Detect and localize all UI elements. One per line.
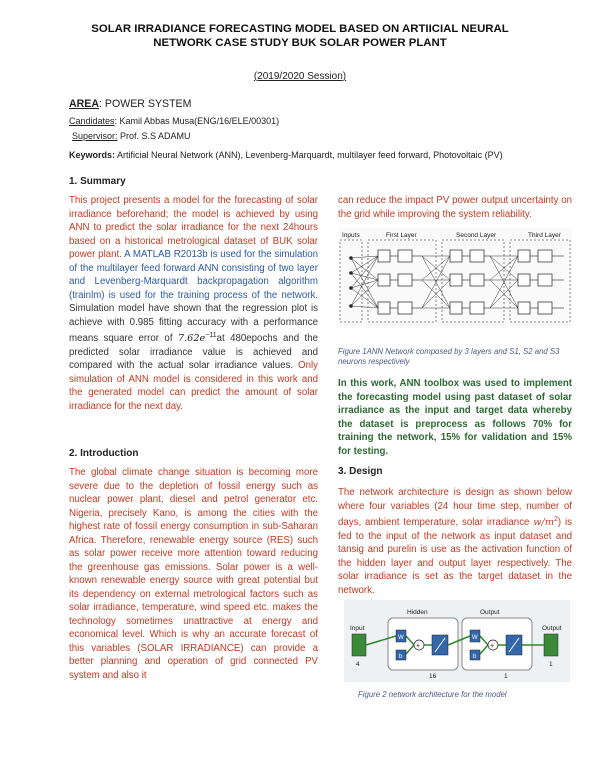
candidates [69,116,279,126]
summary-red-text: This project presents a model for the forecasting of solar irradiance beforehand; the model is achieved by using ANN to predict the solar irradiance for the next 24hours based on a historical metrological dataset of BUK solar power plant. [69,195,318,260]
ann-3-layer-diagram [338,228,572,328]
continued-paragraph: can reduce the impact PV power output uncertainty on the grid while improving the system reliability. [338,195,572,220]
design-heading: 3. Design [338,466,383,477]
fig2-weight-output: W [472,635,478,641]
mse-exponent: −11 [205,332,217,339]
supervisor-label: Supervisor: [72,131,118,141]
summary-blue-text: A MATLAB R2013b is used for the simulation of the multilayer feed forward ANN consisting of two layer and Levenberg-Marquardt backpropagation algorithm (trainlm) is used for the training process of the network. [69,249,318,301]
introduction-paragraph: The global climate change situation is becoming more severe due to the depletion of fossil energy such as nuclear power plant, diesel and petrol generator etc. Nigeria, precisely Kano, is among the cities with the highest rate of fossil energy consumption in sub-Saharan Africa. Therefore, renewable energy source (RES) such as solar power receive more attention toward reducing the greenhouse gas emissions. Solar power is a well-known renewable energy source with great potential but its dependency on external metrological factors such as solar irradiance, temperature, wind speed etc. makes the technology sometimes unattractive at energy and economical level. Which is why an accurate forecast of this variables (SOLAR IRRADIANCE) can provide a better planning and operation of grid connected PV system and also it [69,467,318,681]
figure-2-network-architecture [344,600,570,682]
paper-title [40,22,560,50]
summary-black-text: Simulation model have shown that the regression plot is achieve with 0.985 fitting accuracy with a performance means square error of [69,303,318,345]
mse-value: 7.62e [177,333,206,345]
toolbox-paragraph: In this work, ANN toolbox was used to implement the forecasting model using past dataset of solar irradiance as the input and target data whereby the dataset is preprocess as follows 70% for training the network, 15% for validation and 15% for testing. [338,378,572,457]
summary-heading: 1. Summary [69,176,126,187]
supervisor-value: Prof. S.S ADAMU [117,131,191,141]
fig2-output-layer-size: 1 [504,673,508,680]
fig2-input-size: 4 [356,661,360,668]
supervisor [72,131,191,141]
introduction-heading: 2. Introduction [69,448,139,459]
network-architecture-diagram [344,600,570,682]
fig2-label-output-layer: Output [480,609,500,616]
svg-text:+: + [416,643,421,650]
title-line-1: SOLAR IRRADIANCE FORECASTING MODEL BASED ON ARTIICIAL NEURAL [91,23,509,35]
fig1-label-third-layer: Third Layer [528,232,561,239]
unit-exponent: 2 [554,516,558,523]
candidates-label: Candidates [69,116,115,126]
design-text-b: ) is fed to the input of the network as input dataset and tansig and purelin is use as the activation function of the hidden layer and output layer respectively. The solar irradiance is set as the target dataset in the network. [338,517,572,596]
fig2-output-size: 1 [549,661,553,668]
figure-1-ann-diagram [338,228,572,328]
unit-wm: w/m [533,517,555,529]
fig2-hidden-size: 16 [429,673,437,680]
session: (2019/2020 Session) [253,71,347,82]
fig1-label-inputs: Inputs [342,232,360,239]
area-value: : POWER SYSTEM [99,98,192,110]
keywords-value: Artificial Neural Network (ANN), Levenberg-Marquardt, multilayer feed forward, Photovoltaic (PV) [115,150,503,160]
area-label: AREA [69,98,100,110]
title-line-2: NETWORK CASE STUDY BUK SOLAR POWER PLANT [153,37,447,49]
fig2-label-hidden: Hidden [407,609,428,616]
summary-red-text-2: Only simulation of ANN model is considered in this work and the generated model can predict the amount of solar irradiance for the next day. [69,360,318,412]
figure-2-caption: Figure 2 network architecture for the model [358,690,507,699]
design-paragraph [338,486,572,597]
fig2-bias-output: b [473,654,477,660]
design-text-a: The network architecture is design as shown below where four variables (24 hour time step, number of days, ambient temperature, solar irradiance [338,487,572,529]
keywords [69,150,503,160]
fig2-bias-hidden: b [399,654,403,660]
area [69,98,191,110]
figure-1-caption: Figure 1ANN Network composed by 3 layers and S1, S2 and S3 neurons respectively [338,347,560,366]
fig1-label-second-layer: Second Layer [456,232,497,239]
svg-text:+: + [490,643,495,650]
summary-paragraph [69,194,318,413]
fig2-label-output: Output [542,625,562,632]
fig1-label-first-layer: First Layer [386,232,417,239]
fig2-weight-hidden: W [398,635,404,641]
keywords-label: Keywords: [69,150,116,160]
summary-black-text-2: at 480epochs and the predicted solar irradiance value is achieved and compared with the actual solar irradiance values. [69,333,318,372]
fig2-label-input: Input [350,625,365,632]
candidates-value: : Kamil Abbas Musa(ENG/16/ELE/00301) [114,116,280,126]
